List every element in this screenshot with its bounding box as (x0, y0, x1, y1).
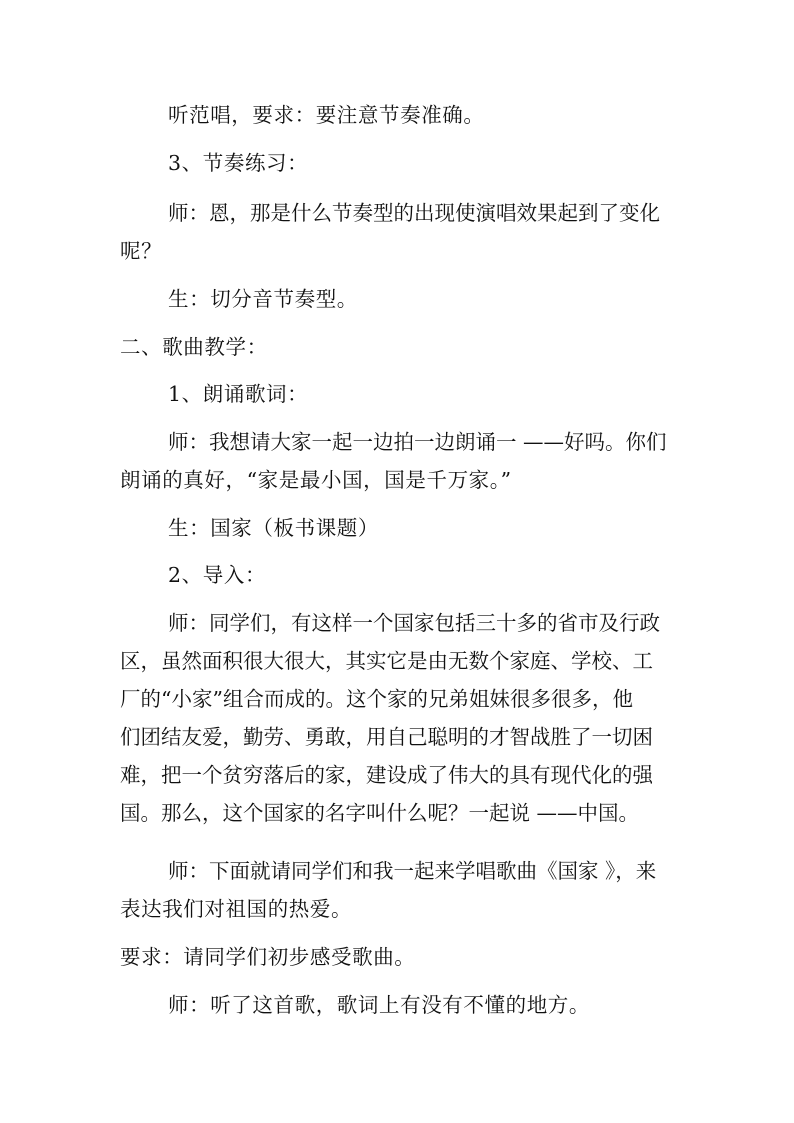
text-line: 要求：请同学们初步感受歌曲。 (120, 945, 416, 969)
text-line: 难，把一个贫穷落后的家，建设成了伟大的具有现代化的强 (120, 763, 653, 787)
text-line: 们团结友爱，勤劳、勇敢，用自己聪明的才智战胜了一切困 (120, 725, 653, 749)
text-line: 师：下面就请同学们和我一起来学唱歌曲《国家 》，来 (168, 859, 657, 883)
text-line: 生：切分音节奏型。 (168, 287, 358, 311)
text-line: 听范唱，要求：要注意节奏准确。 (168, 103, 485, 127)
text-line: 国。那么，这个国家的名字叫什么呢？一起说 ——中国。 (120, 801, 640, 825)
text-line: 师：恩，那是什么节奏型的出现使演唱效果起到了变化 (168, 201, 660, 225)
text-line: 朗诵的真好，“家是最小国，国是千万家。” (120, 468, 512, 492)
text-line: 3、节奏练习： (168, 151, 309, 175)
text-line: 呢？ (120, 239, 163, 263)
text-line: 师：我想请大家一起一边拍一边朗诵一 ——好吗。你们 (168, 430, 667, 454)
text-line: 区，虽然面积很大很大，其实它是由无数个家庭、学校、工 (120, 649, 653, 673)
text-line: 师：听了这首歌，歌词上有没有不懂的地方。 (168, 993, 590, 1017)
text-line: 表达我们对祖国的热爱。 (120, 897, 353, 921)
text-line: 2、导入： (168, 563, 267, 587)
text-line: 厂的“小家”组合而成的。这个家的兄弟姐妹很多很多，他 (120, 687, 633, 711)
text-line: 师：同学们，有这样一个国家包括三十多的省市及行政 (168, 611, 660, 635)
section-heading: 二、歌曲教学： (120, 335, 268, 359)
text-line: 1、朗诵歌词： (168, 382, 309, 406)
text-line: 生：国家（板书课题） (168, 516, 379, 540)
